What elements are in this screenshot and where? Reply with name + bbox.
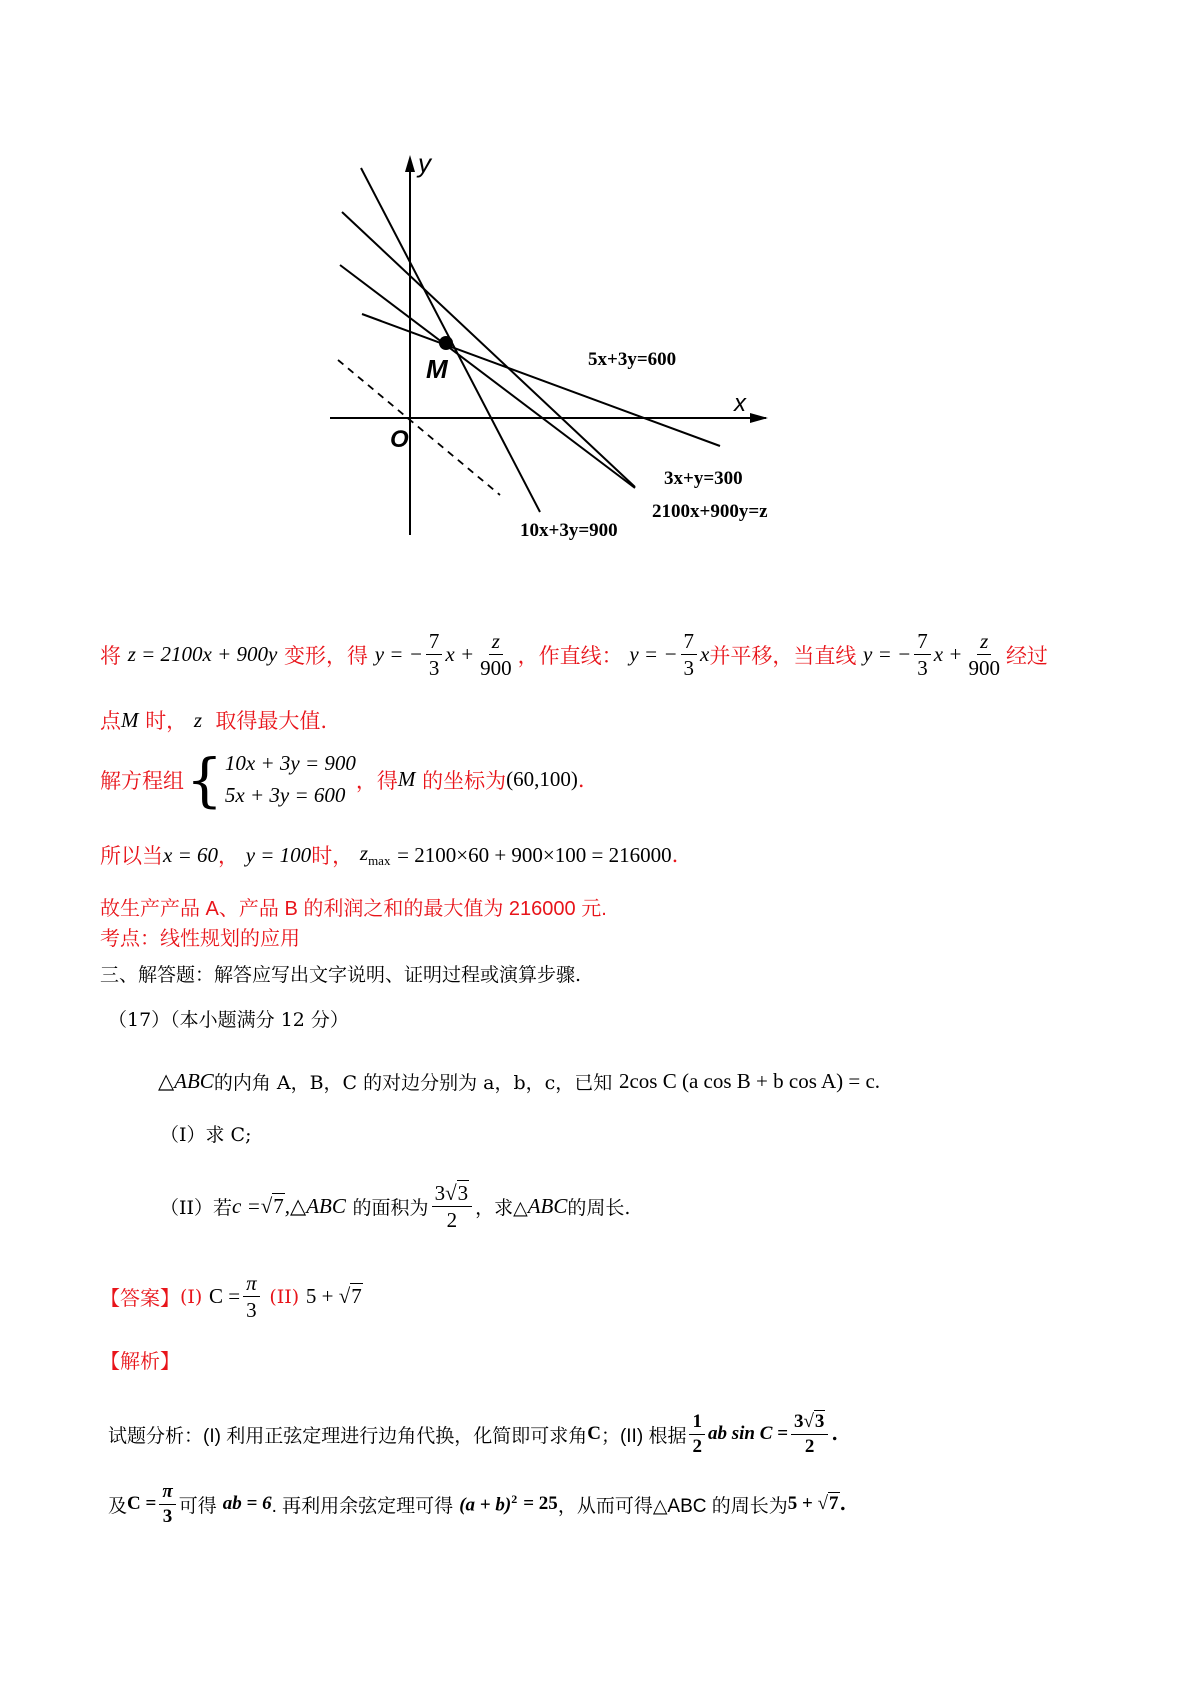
sqrt-7: √7 [260, 1194, 284, 1219]
y-axis-arrow [405, 155, 415, 172]
analysis-line-2 [108, 1482, 846, 1527]
frac-den: 900 [480, 656, 512, 681]
analysis-text: ，从而可得△ABC 的周长为 [557, 1495, 788, 1517]
analysis-text: 及 [108, 1495, 128, 1517]
sol-text: 解方程组 [100, 768, 184, 793]
eq-1: 10x + 3y = 900 [224, 751, 356, 775]
frac-num: 3√3 [432, 1182, 473, 1207]
question-17-header: （17）（本小题满分 12 分） [108, 1009, 349, 1031]
analysis-text: . 再利用余弦定理可得 [271, 1495, 454, 1517]
label-5x3y600: 5x+3y=600 [588, 349, 677, 370]
part2-text: ，求△ [475, 1197, 528, 1220]
line-objective [340, 265, 635, 488]
analysis-dot: . [831, 1423, 839, 1446]
equation-system [225, 748, 356, 811]
solution-line-3 [100, 745, 585, 814]
frac-num: 1 [689, 1412, 705, 1435]
point-m [439, 336, 453, 350]
c-eq: c = [232, 1194, 261, 1219]
section-3-heading: 三、解答题：解答应写出文字说明、证明过程或演算步骤. [100, 964, 582, 986]
solution-line-4 [100, 840, 678, 870]
label-3xy300: 3x+y=300 [664, 468, 743, 489]
solution-line-1 [100, 630, 1048, 679]
var-m: M [397, 767, 416, 791]
coef: 3 [434, 1181, 446, 1205]
eq-2: 5x + 3y = 600 [224, 782, 346, 807]
frac-den: 3 [246, 1298, 257, 1323]
radicand: 7 [273, 1194, 284, 1219]
origin-label: O [390, 426, 409, 453]
zmax [360, 841, 391, 869]
z-var: z [359, 840, 369, 865]
x-value: x = 60 [163, 842, 218, 867]
max-sub: max [368, 853, 391, 869]
absin-eq: ab sin C = [707, 1423, 788, 1445]
analysis-text: 可得 [178, 1495, 217, 1517]
frac-num: 7 [914, 630, 931, 655]
sol-y: y = − [374, 642, 423, 667]
sum: (a + b) [459, 1494, 512, 1516]
answer-line [100, 1272, 363, 1321]
line-5x3y600 [362, 314, 720, 446]
frac-den: 3 [428, 656, 440, 681]
analysis-text: ；(II) 根据 [600, 1425, 687, 1447]
frac-den: 2 [446, 1208, 458, 1233]
pi-over-3 [159, 1482, 175, 1527]
eq-25: = 25 [523, 1493, 558, 1515]
var-z: z [193, 707, 203, 732]
radicand: 3 [814, 1411, 825, 1432]
ab-eq: ab = 6 [222, 1493, 272, 1515]
c-eq: C = [127, 1493, 157, 1515]
sol-text: 所以当 [100, 844, 163, 868]
frac-den: 3 [917, 656, 928, 681]
zmax-eq: = 2100×60 + 900×100 = 216000 [397, 842, 672, 867]
frac-den: 2 [692, 1435, 702, 1457]
exponent: 2 [511, 1492, 518, 1507]
var-m: M [121, 707, 139, 732]
dashed-objective-line [338, 360, 500, 495]
topic-line: 考点：线性规划的应用 [100, 928, 300, 950]
part2-text: （II）若 [160, 1197, 233, 1220]
solution-line-2 [100, 705, 327, 735]
stem-text: 的内角 A，B，C 的对边分别为 a，b，c，已知 [213, 1072, 613, 1094]
sol-eq: z = 2100x + 900y [127, 642, 278, 667]
sol-y: y = − [863, 642, 912, 667]
frac-den: 2 [804, 1435, 815, 1457]
sum-squared [459, 1492, 517, 1516]
x-axis-label: x [734, 390, 746, 417]
sol-x: x + [933, 642, 963, 667]
sol-text: 时， [311, 844, 354, 868]
frac-num: π [159, 1482, 175, 1505]
triangle-abc: ,△ABC [284, 1194, 346, 1219]
sol-text: ， [218, 844, 239, 868]
area-fraction [791, 1412, 828, 1457]
sol-end: . [577, 767, 585, 792]
sol-text: 经过 [1005, 643, 1048, 668]
analysis-label: 【解析】 [100, 1349, 180, 1373]
frac-7-3 [426, 630, 443, 679]
answer-part2: (II) [269, 1285, 300, 1308]
frac-num: 7 [681, 630, 698, 655]
frac-num: π [243, 1272, 260, 1297]
sol-end: . [671, 843, 679, 867]
y-value: y = 100 [245, 842, 312, 867]
x-axis-arrow [750, 413, 768, 423]
frac-den: 3 [683, 656, 694, 681]
c-eq: C = [209, 1284, 241, 1309]
area-fraction [432, 1182, 473, 1231]
frac-den: 3 [162, 1505, 173, 1527]
triangle-abc: ABC [527, 1194, 568, 1219]
triangle-abc: △ABC [158, 1069, 214, 1093]
sol-text: 取得最大值. [215, 709, 328, 733]
sol-text: 时， [145, 709, 188, 733]
stem-eq: 2cos C (a cos B + b cos A) = c. [618, 1069, 881, 1093]
answer-2-value: 5 + √7 [305, 1284, 362, 1309]
part-2 [160, 1182, 630, 1231]
sol-x: x [700, 642, 710, 667]
perimeter-prefix: 5 + [787, 1493, 818, 1515]
sol-text: 的坐标为 [422, 768, 507, 793]
answer-part1: (I) [180, 1285, 203, 1308]
sol-x: x + [445, 642, 475, 667]
var-c: C [587, 1423, 601, 1445]
brace: { [186, 745, 223, 814]
coord: (60,100) [506, 767, 578, 791]
ans2-prefix: 5 + [305, 1284, 339, 1309]
label-10x3y900: 10x+3y=900 [520, 520, 618, 541]
solution-line-5: 故生产产品 A、产品 B 的利润之和的最大值为 216000 元. [100, 898, 607, 920]
frac-z-900 [965, 630, 1003, 679]
question-stem [158, 1068, 880, 1095]
sol-text: 变形，得 [284, 643, 369, 668]
sol-y: y = − [629, 642, 678, 667]
frac-num: z [977, 630, 991, 655]
analysis-text: 试题分析：(I) 利用正弦定理进行边角代换，化简即可求角 [108, 1425, 588, 1447]
frac-num: 3√3 [791, 1412, 828, 1435]
sol-text: 将 [100, 643, 121, 668]
part2-text: 的周长. [567, 1197, 631, 1220]
frac-den: 900 [968, 656, 1000, 681]
sol-text: ，作直线： [517, 643, 623, 668]
sol-text: 并平移，当直线 [709, 643, 857, 668]
frac-z-900 [477, 630, 515, 679]
linear-programming-figure [330, 150, 850, 600]
answer-label: 【答案】 [100, 1286, 180, 1311]
sol-text: 点 [100, 709, 121, 733]
part2-text: 的面积为 [352, 1197, 429, 1220]
point-m-label: M [426, 354, 448, 384]
frac-7-3 [681, 630, 698, 679]
part-1: （I）求 C; [160, 1124, 252, 1146]
y-axis-label: y [418, 150, 431, 178]
sol-text: ，得 [355, 768, 398, 793]
coef: 3 [793, 1411, 804, 1432]
radicand: 7 [351, 1284, 362, 1309]
analysis-dot: . [839, 1493, 847, 1516]
label-objective: 2100x+900y=z [652, 501, 768, 522]
frac-num: 7 [426, 630, 443, 655]
frac-num: z [489, 630, 503, 655]
analysis-line-1 [108, 1412, 838, 1457]
perimeter: 5 + √7 [787, 1493, 839, 1515]
radicand: 7 [829, 1493, 839, 1515]
pi-over-3 [243, 1272, 260, 1321]
radicand: 3 [457, 1181, 469, 1205]
half-fraction [689, 1412, 705, 1457]
frac-7-3 [914, 630, 931, 679]
